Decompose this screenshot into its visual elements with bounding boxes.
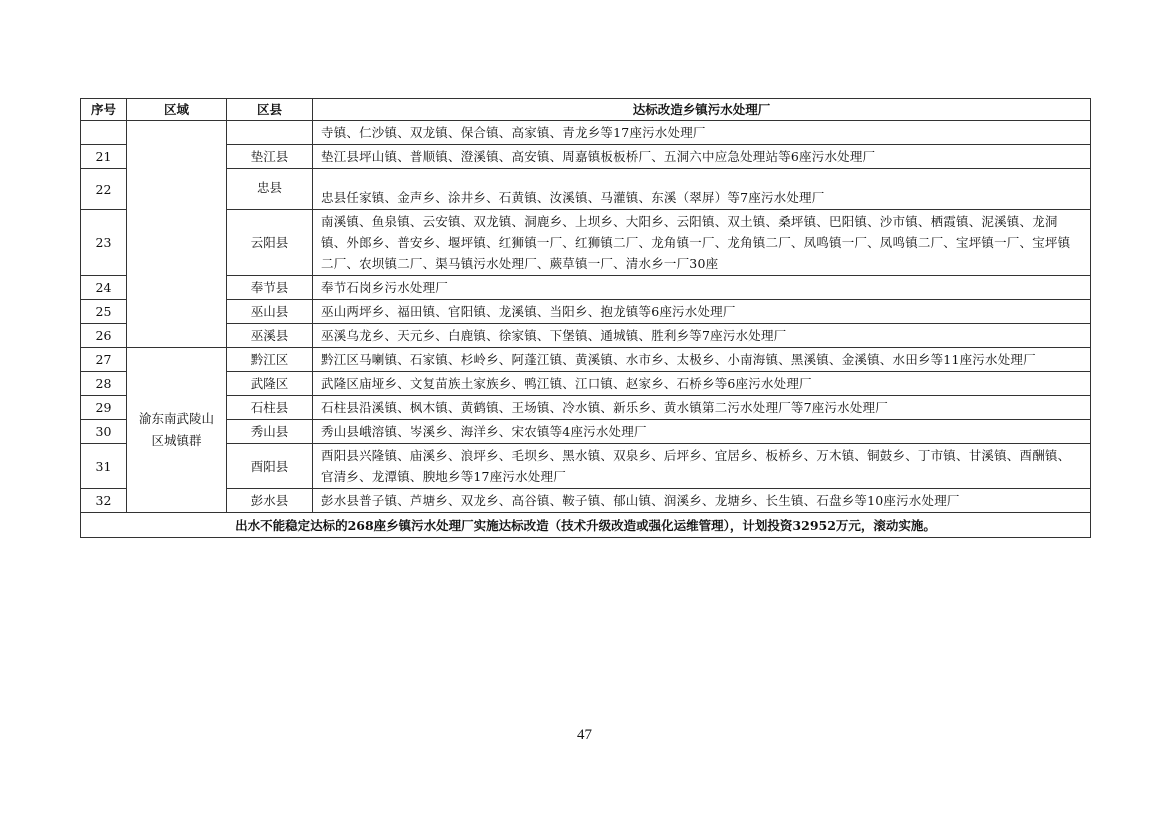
row-seq: 28 <box>81 372 127 396</box>
row-county: 彭水县 <box>227 489 313 513</box>
row-plants: 石柱县沿溪镇、枫木镇、黄鹤镇、王场镇、冷水镇、新乐乡、黄水镇第二污水处理厂等7座污水处理厂 <box>313 396 1091 420</box>
row-seq: 23 <box>81 210 127 276</box>
header-region: 区域 <box>127 99 227 121</box>
row-county: 忠县 <box>227 169 313 210</box>
row-county: 巫山县 <box>227 300 313 324</box>
row-plants: 垫江县坪山镇、普顺镇、澄溪镇、高安镇、周嘉镇板板桥厂、五洞六中应急处理站等6座污水处理厂 <box>313 145 1091 169</box>
row-county: 酉阳县 <box>227 444 313 489</box>
row-plants: 彭水县普子镇、芦塘乡、双龙乡、高谷镇、鞍子镇、郁山镇、润溪乡、龙塘乡、长生镇、石盘乡等10座污水处理厂 <box>313 489 1091 513</box>
header-seq: 序号 <box>81 99 127 121</box>
sewage-plant-table <box>80 98 1091 538</box>
table-header-row <box>81 99 1091 121</box>
table-row <box>81 489 1091 513</box>
row-county: 秀山县 <box>227 420 313 444</box>
table-row <box>81 396 1091 420</box>
row-plants: 秀山县峨溶镇、岑溪乡、海洋乡、宋农镇等4座污水处理厂 <box>313 420 1091 444</box>
row-plants: 寺镇、仁沙镇、双龙镇、保合镇、高家镇、青龙乡等17座污水处理厂 <box>313 121 1091 145</box>
row-seq: 29 <box>81 396 127 420</box>
row-plants: 奉节石岗乡污水处理厂 <box>313 276 1091 300</box>
table-row <box>81 121 1091 145</box>
table-row <box>81 169 1091 210</box>
table-row <box>81 420 1091 444</box>
row-plants: 忠县任家镇、金声乡、涂井乡、石黄镇、汝溪镇、马灌镇、东溪（翠屏）等7座污水处理厂 <box>313 169 1091 210</box>
table-row <box>81 348 1091 372</box>
table-row <box>81 444 1091 489</box>
row-plants: 黔江区马喇镇、石家镇、杉岭乡、阿蓬江镇、黄溪镇、水市乡、太极乡、小南海镇、黑溪镇、金溪镇、水田乡等11座污水处理厂 <box>313 348 1091 372</box>
row-plants: 巫溪乌龙乡、天元乡、白鹿镇、徐家镇、下堡镇、通城镇、胜利乡等7座污水处理厂 <box>313 324 1091 348</box>
table-row <box>81 372 1091 396</box>
row-county: 黔江区 <box>227 348 313 372</box>
row-county: 武隆区 <box>227 372 313 396</box>
row-seq: 26 <box>81 324 127 348</box>
row-plants: 南溪镇、鱼泉镇、云安镇、双龙镇、洞鹿乡、上坝乡、大阳乡、云阳镇、双土镇、桑坪镇、巴阳镇、沙市镇、栖霞镇、泥溪镇、龙洞镇、外郎乡、普安乡、堰坪镇、红狮镇一厂、红狮镇二厂、龙角镇一厂、龙角镇二厂、凤鸣镇一厂、凤鸣镇二厂、宝坪镇一厂、宝坪镇二厂、农坝镇二厂、渠马镇污水处理厂、蕨草镇一厂、清水乡一厂30座 <box>313 210 1091 276</box>
table-row <box>81 210 1091 276</box>
row-seq: 27 <box>81 348 127 372</box>
table-row <box>81 300 1091 324</box>
row-plants: 武隆区庙垭乡、文复苗族土家族乡、鸭江镇、江口镇、赵家乡、石桥乡等6座污水处理厂 <box>313 372 1091 396</box>
table-footer-summary: 出水不能稳定达标的268座乡镇污水处理厂实施达标改造（技术升级改造或强化运维管理），计划投资32952万元，滚动实施。 <box>81 513 1091 538</box>
row-seq: 22 <box>81 169 127 210</box>
row-seq: 25 <box>81 300 127 324</box>
row-county: 石柱县 <box>227 396 313 420</box>
row-seq: 31 <box>81 444 127 489</box>
row-seq: 30 <box>81 420 127 444</box>
region-cell-empty <box>127 121 227 348</box>
page-number: 47 <box>577 727 592 743</box>
row-county: 奉节县 <box>227 276 313 300</box>
table-footer-row <box>81 513 1091 538</box>
row-seq <box>81 121 127 145</box>
table-row <box>81 276 1091 300</box>
row-county: 巫溪县 <box>227 324 313 348</box>
row-seq: 21 <box>81 145 127 169</box>
row-county: 云阳县 <box>227 210 313 276</box>
header-county: 区县 <box>227 99 313 121</box>
table-row <box>81 324 1091 348</box>
row-plants: 巫山两坪乡、福田镇、官阳镇、龙溪镇、当阳乡、抱龙镇等6座污水处理厂 <box>313 300 1091 324</box>
table-row <box>81 145 1091 169</box>
header-plants: 达标改造乡镇污水处理厂 <box>313 99 1091 121</box>
row-seq: 32 <box>81 489 127 513</box>
region-label: 渝东南武陵山区城镇群 <box>127 348 227 513</box>
row-county: 垫江县 <box>227 145 313 169</box>
row-county <box>227 121 313 145</box>
row-seq: 24 <box>81 276 127 300</box>
row-plants: 酉阳县兴隆镇、庙溪乡、浪坪乡、毛坝乡、黑水镇、双泉乡、后坪乡、宜居乡、板桥乡、万木镇、铜鼓乡、丁市镇、甘溪镇、酉酬镇、官清乡、龙潭镇、腴地乡等17座污水处理厂 <box>313 444 1091 489</box>
